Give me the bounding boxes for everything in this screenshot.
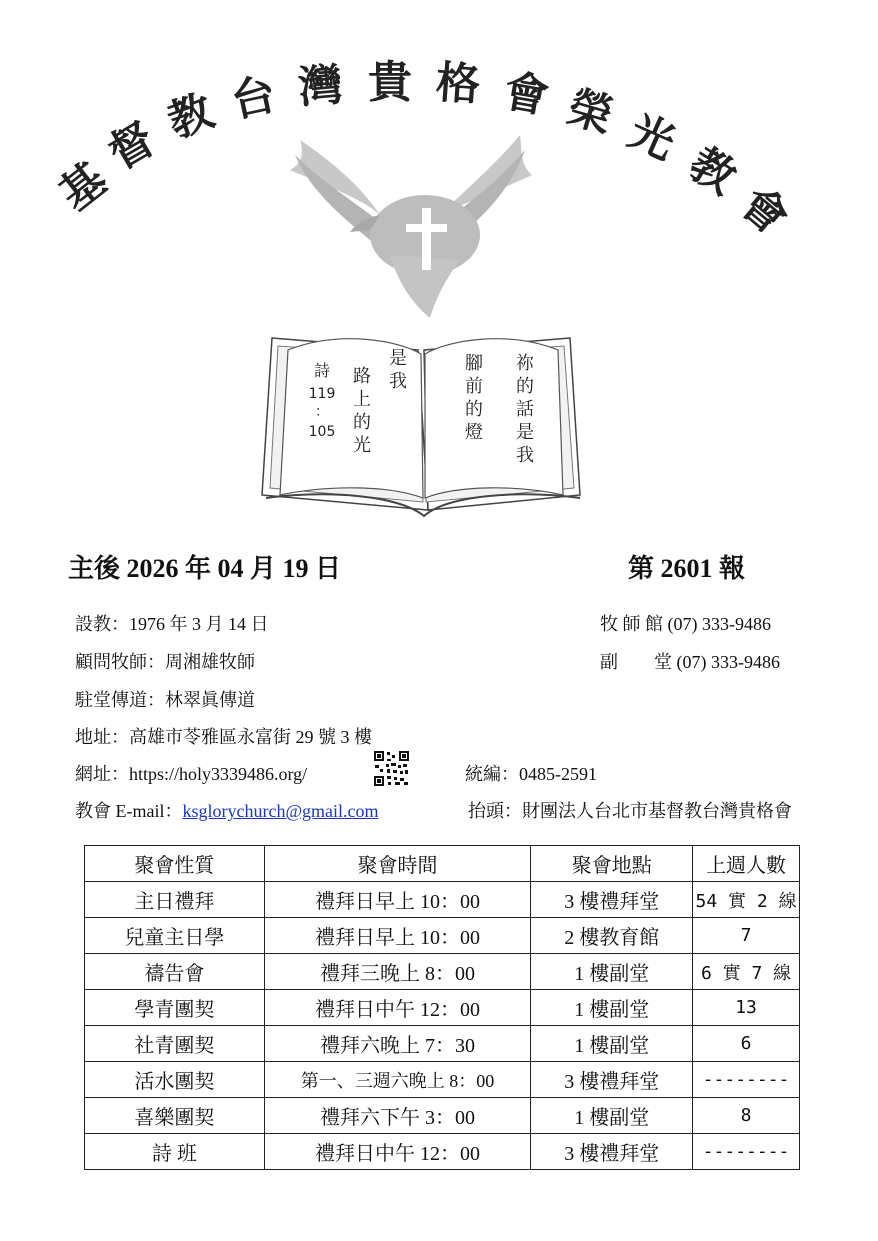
church-email-row (75, 797, 379, 823)
attendance: 13 (693, 990, 800, 1026)
attendance: 6 實 7 線 (693, 954, 800, 990)
vice-hall-phone: 副 堂 (07) 333-9486 (600, 652, 780, 672)
meeting-place: 3 樓禮拜堂 (531, 1062, 693, 1098)
verse-right-col-2: 腳前的燈 (465, 353, 483, 443)
church-address: 地址：高雄市苓雅區永富街 29 號 3 樓 (75, 727, 372, 747)
verse-right-col-1: 祢的話是我 (516, 353, 534, 466)
table-row (85, 1098, 800, 1134)
meeting-place: 2 樓教育館 (531, 918, 693, 954)
header-meeting-place: 聚會地點 (531, 846, 693, 882)
verse-left-col-2: 路上的光 (353, 366, 371, 456)
email-link[interactable]: ksglorychurch@gmail.com (182, 801, 379, 821)
meeting-time: 禮拜六下午 3：00 (264, 1098, 531, 1134)
attendance: -------- (693, 1062, 800, 1098)
table-row (85, 918, 800, 954)
title-char: 會 (730, 177, 798, 245)
title-char: 會 (500, 65, 553, 124)
table-row (85, 1134, 800, 1170)
title-char: 灣 (296, 59, 345, 114)
qr-code-icon[interactable] (373, 750, 410, 787)
verse-ref-book: 詩 (313, 361, 330, 380)
table-row (85, 990, 800, 1026)
title-char: 貴 (368, 57, 412, 108)
meeting-type: 詩 班 (85, 1134, 265, 1170)
table-row (85, 882, 800, 918)
header-meeting-time: 聚會時間 (264, 846, 531, 882)
church-website[interactable]: 網址：https://holy3339486.org/ (75, 764, 308, 784)
title-char: 督 (100, 113, 164, 180)
meeting-place: 1 樓副堂 (531, 1026, 693, 1062)
meeting-place: 1 樓副堂 (531, 1098, 693, 1134)
resident-preacher: 駐堂傳道：林翠眞傳道 (75, 690, 255, 710)
table-row (85, 954, 800, 990)
table-row (85, 1026, 800, 1062)
meeting-type: 兒童主日學 (85, 918, 265, 954)
verse-left-col-1: 是我 (389, 348, 407, 392)
dove-cross-icon (270, 130, 550, 320)
letterhead: 抬頭：財團法人台北市基督教台灣貴格會 (468, 801, 792, 821)
attendance: 54 實 2 線 (693, 882, 800, 918)
meeting-type: 喜樂團契 (85, 1098, 265, 1134)
table-row (85, 1062, 800, 1098)
meeting-time: 禮拜三晚上 8：00 (264, 954, 531, 990)
meeting-place: 1 樓副堂 (531, 954, 693, 990)
title-char: 基 (50, 153, 117, 221)
founded-date: 設教：1976 年 3 月 14 日 (75, 614, 269, 634)
title-char: 光 (621, 105, 683, 170)
meeting-time: 禮拜日中午 12：00 (264, 1134, 531, 1170)
title-char: 格 (434, 57, 482, 112)
meeting-place: 3 樓禮拜堂 (531, 882, 693, 918)
meeting-type: 禱告會 (85, 954, 265, 990)
verse-ref-sep: ： (315, 404, 329, 420)
bulletin-date: 主後 2026 年 04 月 19 日 (68, 554, 342, 583)
header-last-week-count: 上週人數 (693, 846, 800, 882)
bulletin-issue: 第 2601 報 (628, 554, 746, 583)
attendance: -------- (693, 1134, 800, 1170)
verse-ref-verse: 105 (308, 424, 336, 440)
meeting-schedule-table (84, 845, 800, 1170)
meeting-place: 3 樓禮拜堂 (531, 1134, 693, 1170)
meeting-time: 禮拜日中午 12：00 (264, 990, 531, 1026)
meeting-time: 禮拜六晚上 7：30 (264, 1026, 531, 1062)
title-char: 教 (680, 138, 745, 205)
attendance: 8 (693, 1098, 800, 1134)
advisor-pastor: 顧問牧師：周湘雄牧師 (75, 652, 255, 672)
meeting-type: 學青團契 (85, 990, 265, 1026)
title-char: 教 (161, 85, 221, 149)
attendance: 6 (693, 1026, 800, 1062)
meeting-time: 禮拜日早上 10：00 (264, 918, 531, 954)
email-label: 教會 E-mail： (75, 801, 183, 821)
meeting-time: 禮拜日早上 10：00 (264, 882, 531, 918)
header-meeting-type: 聚會性質 (85, 846, 265, 882)
meeting-type: 活水團契 (85, 1062, 265, 1098)
verse-ref-chapter: 119 (308, 386, 336, 402)
meeting-time: 第一、三週六晚上 8：00 (264, 1062, 531, 1098)
meeting-type: 社青團契 (85, 1026, 265, 1062)
meeting-type: 主日禮拜 (85, 882, 265, 918)
title-char: 榮 (561, 81, 619, 143)
pastor-house-phone: 牧 師 館 (07) 333-9486 (600, 614, 771, 634)
title-char: 台 (226, 68, 281, 128)
attendance: 7 (693, 918, 800, 954)
tax-id: 統編：0485-2591 (465, 764, 597, 784)
table-header-row (85, 846, 800, 882)
meeting-place: 1 樓副堂 (531, 990, 693, 1026)
